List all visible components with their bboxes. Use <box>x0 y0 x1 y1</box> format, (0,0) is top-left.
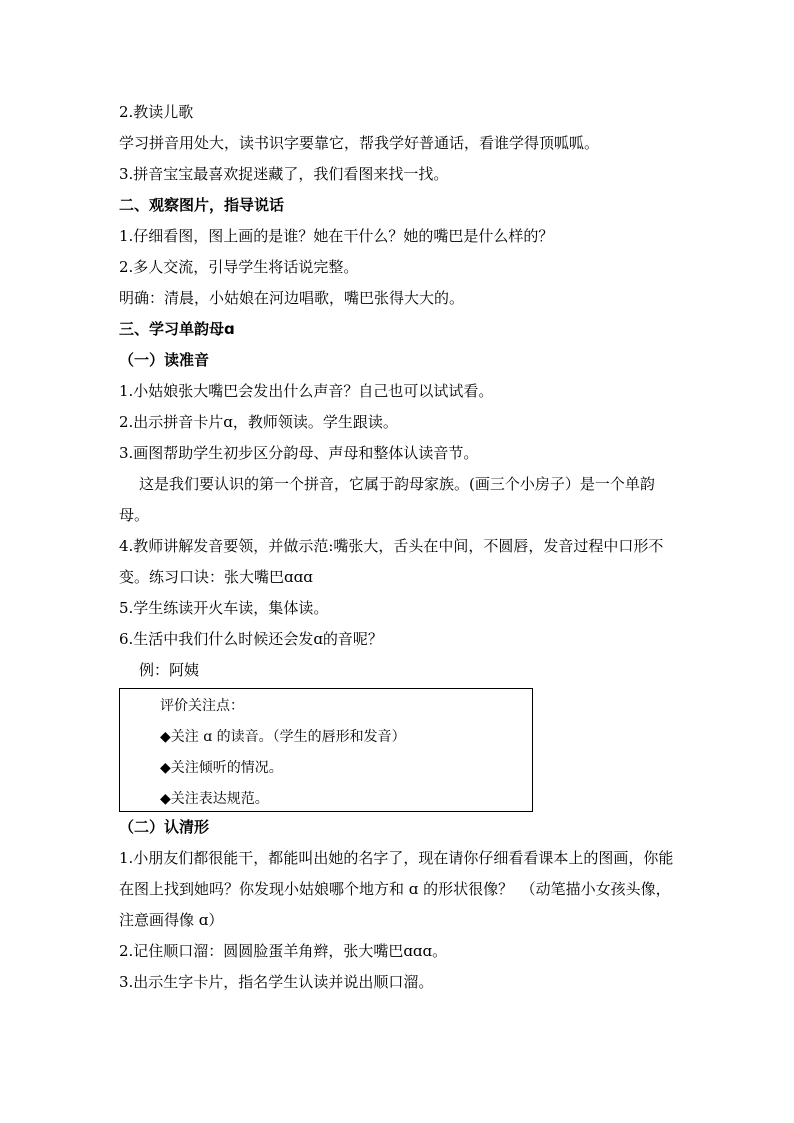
subsection-heading: （二）认清形 <box>119 818 210 836</box>
text-line: 学习拼音用处大，读书识字要靠它，帮我学好普通话，看谁学得顶呱呱。 <box>119 134 600 152</box>
text-line: 5.学生练读开火车读，集体读。 <box>119 599 329 617</box>
text-line: 6.生活中我们什么时候还会发ɑ的音呢？ <box>119 630 383 648</box>
paragraph: 1.小朋友们都很能干，都能叫出她的名字了，现在请你仔细看看课本上的图画，你能在图上找到她吗？你发现小姑娘哪个地方和 ɑ 的形状很像？ （动笔描小女孩头像，注意画得像 ɑ） <box>119 849 674 929</box>
example-line: 例：阿姨 <box>139 661 200 679</box>
box-item: ◆关注倾听的情况。 <box>160 760 283 776</box>
subsection-heading: （一）读准音 <box>119 351 210 369</box>
paragraph: 这是我们要认识的第一个拼音，它属于韵母家族。(画三个小房子）是一个单韵母。 <box>119 475 655 524</box>
section-heading: 三、学习单韵母ɑ <box>119 320 235 338</box>
text-line: 2.出示拼音卡片ɑ，教师领读。学生跟读。 <box>119 413 398 431</box>
evaluation-box <box>119 688 533 812</box>
box-title: 评价关注点： <box>160 698 244 714</box>
text-line: 明确：清晨，小姑娘在河边唱歌，嘴巴张得大大的。 <box>119 289 465 307</box>
text-line: 1.小姑娘张大嘴巴会发出什么声音？自己也可以试试看。 <box>119 382 494 400</box>
text-line: 3.出示生字卡片，指名学生认读并说出顺口溜。 <box>119 973 434 991</box>
text-line: 3.画图帮助学生初步区分韵母、声母和整体认读音节。 <box>119 444 479 462</box>
text-line: 3.拼音宝宝最喜欢捉迷藏了，我们看图来找一找。 <box>119 165 449 183</box>
box-item: ◆关注 ɑ 的读音。（学生的唇形和发音） <box>160 729 406 745</box>
paragraph: 4.教师讲解发音要领，并做示范:嘴张大，舌头在中间，不圆唇，发音过程中口形不变。练习口诀：张大嘴巴ɑɑɑ <box>119 537 664 586</box>
document-body <box>119 97 679 998</box>
box-item: ◆关注表达规范。 <box>160 791 269 807</box>
text-line: 2.多人交流，引导学生将话说完整。 <box>119 258 359 276</box>
text-line: 1.仔细看图，图上画的是谁？她在干什么？她的嘴巴是什么样的？ <box>119 227 554 245</box>
section-heading: 二、观察图片，指导说话 <box>119 196 285 214</box>
text-line: 2.教读儿歌 <box>119 103 194 121</box>
text-line: 2.记住顺口溜：圆圆脸蛋羊角辫，张大嘴巴ɑɑɑ。 <box>119 942 448 960</box>
